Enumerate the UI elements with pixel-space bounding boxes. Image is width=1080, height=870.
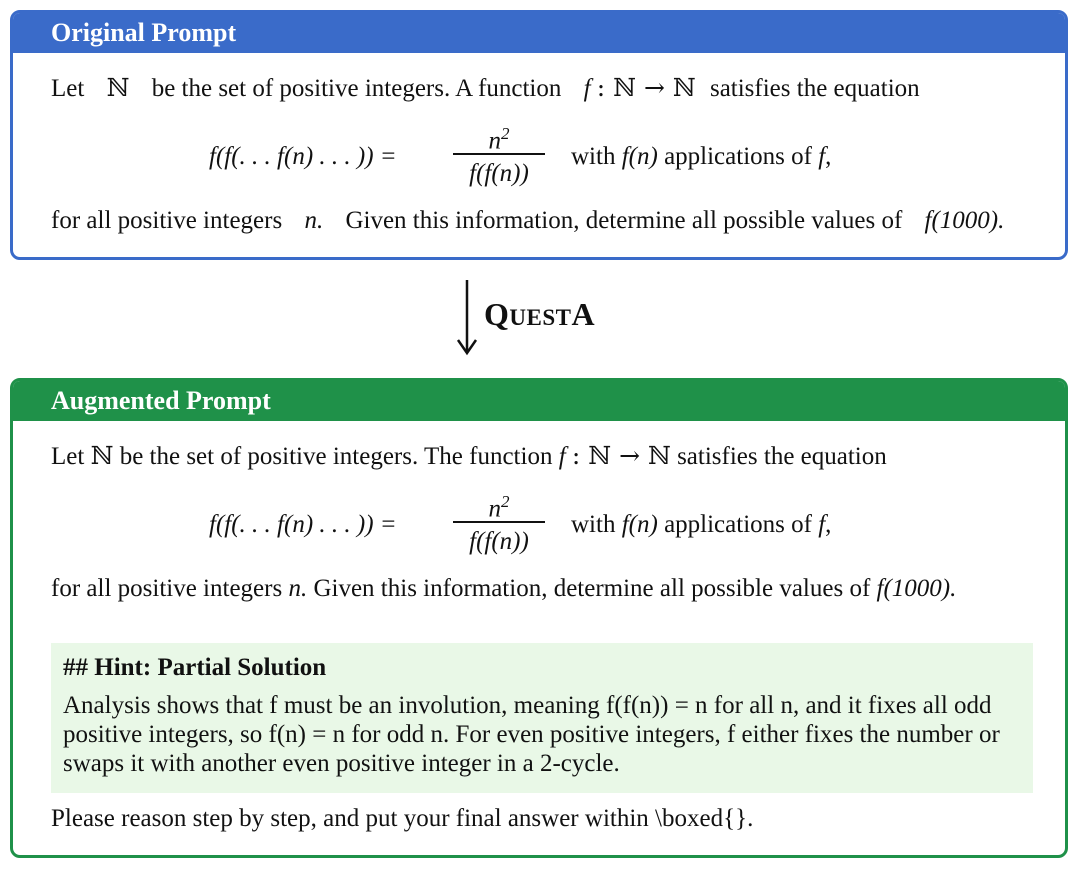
label-last: A: [571, 296, 596, 332]
augmented-line-3: [51, 575, 956, 603]
math-mapping: : ℕ → ℕ: [596, 73, 696, 102]
text: for all positive integers: [51, 207, 283, 234]
text: Given this information, determine all possible values of: [345, 207, 903, 234]
text: be the set of positive integers. The function: [119, 443, 553, 470]
naturals-symbol: ℕ: [90, 441, 114, 470]
text: with: [571, 143, 616, 170]
equation-fraction: [453, 485, 545, 559]
text: satisfies the equation: [709, 75, 920, 102]
math-f: f: [818, 511, 826, 538]
label-first: Q: [484, 296, 510, 332]
down-arrow-icon: [455, 280, 485, 356]
math-n: n.: [288, 575, 308, 602]
text: for all positive integers: [51, 575, 283, 602]
text: applications of: [664, 511, 812, 538]
numerator-base: n: [488, 127, 501, 155]
fraction-numerator: [453, 117, 545, 155]
math-f1000: f(1000).: [924, 207, 1005, 234]
fraction-denominator: f(f(n)): [469, 159, 529, 187]
original-prompt-header: Original Prompt: [13, 13, 1065, 53]
numerator-exponent: 2: [501, 492, 510, 511]
numerator-exponent: 2: [501, 124, 510, 143]
equation-lhs: f(f(. . . f(n) . . . )) =: [209, 143, 397, 170]
math-n: n.: [304, 207, 324, 234]
text: Given this information, determine all possible values of: [313, 575, 871, 602]
numerator-base: n: [488, 495, 501, 523]
equation-fraction: [453, 117, 545, 191]
math-f: f: [558, 443, 566, 470]
augmented-prompt-card: [10, 378, 1068, 858]
math-f1000: f(1000).: [876, 575, 957, 602]
hint-text: Analysis shows that f must be an involution, meaning f(f(n)) = n for all n, and it fixes all odd positive integers, so f(n) = n for odd n. For even positive integers, f either fixes the number or swaps it with another even positive integer in a 2-cycle.: [63, 692, 1000, 777]
math-f: f: [583, 75, 591, 102]
label-small-caps: UEST: [509, 305, 572, 330]
text: ,: [825, 511, 832, 538]
equation-lhs: f(f(. . . f(n) . . . )) =: [209, 511, 397, 538]
augmented-line-1: [51, 441, 887, 471]
original-prompt-card: [10, 10, 1068, 260]
questa-label: [484, 296, 595, 333]
original-line-1: [51, 73, 920, 103]
text: be the set of positive integers. A function: [151, 75, 562, 102]
hint-box: [51, 643, 1033, 793]
text: Let: [51, 75, 85, 102]
fraction-numerator: [453, 485, 545, 523]
naturals-symbol: ℕ: [106, 73, 130, 102]
text: satisfies the equation: [677, 443, 887, 470]
math-fn: f(n): [621, 511, 658, 538]
final-instruction: Please reason step by step, and put your final answer within \boxed{}.: [51, 805, 754, 832]
text: Let: [51, 443, 85, 470]
math-fn: f(n): [621, 143, 658, 170]
math-mapping: : ℕ → ℕ: [571, 441, 671, 470]
fraction-denominator: f(f(n)): [469, 527, 529, 555]
hint-title: ## Hint: Partial Solution: [63, 654, 327, 681]
equation-rhs: [571, 511, 831, 539]
augmented-prompt-header: Augmented Prompt: [13, 381, 1065, 421]
math-f: f: [818, 143, 826, 170]
equation-rhs: [571, 143, 831, 171]
text: ,: [825, 143, 832, 170]
text: with: [571, 511, 616, 538]
text: applications of: [664, 143, 812, 170]
original-line-3: [51, 207, 1004, 235]
